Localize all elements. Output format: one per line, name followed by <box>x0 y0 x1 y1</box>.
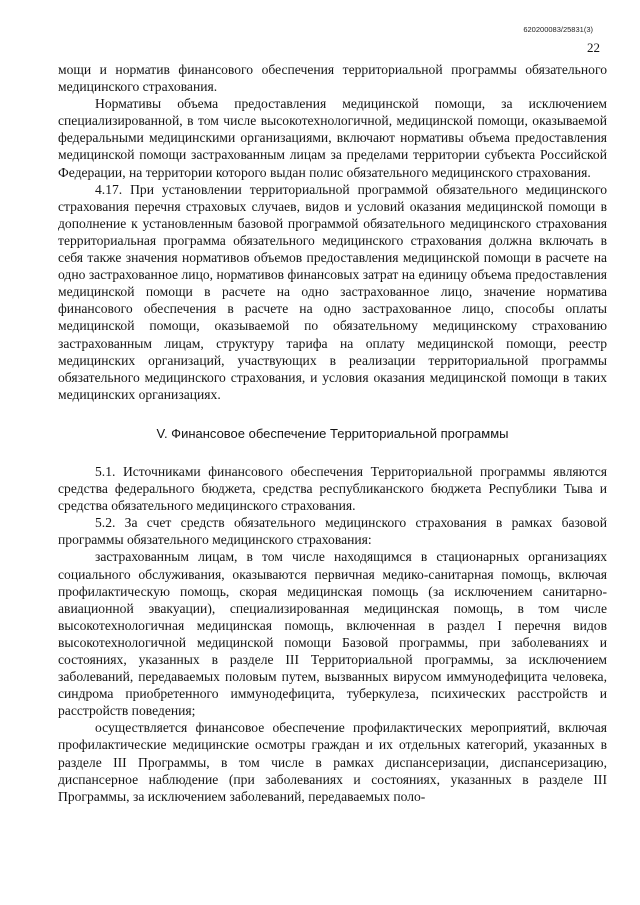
paragraph-4-17: 4.17. При установлении территориальной программой обязательного медицинского страхования перечня страховых случаев, видов и условий оказания медицинской помощи в дополнение к установленным базовой программой обязательного медицинского страхования территориальная программа обязательного медицинского страхования должна включать в себя также значения нормативов объемов предоставления медицинской помощи в расчете на одно застрахованное лицо, нормативов финансовых затрат на единицу объема предоставления медицинской помощи в расчете на одно застрахованное лицо, значение норматива финансового обеспечения в расчете на одно застрахованное лицо, способы оплаты медицинской помощи, оказываемой по обязательному медицинскому страхованию застрахованным лицам, структуру тарифа на оплату медицинской помощи, реестр медицинских организаций, участвующих в реализации территориальной программы обязательного медицинского страхования, и условия оказания медицинской помощи в таких медицинских организациях. <box>58 181 607 402</box>
section-title: V. Финансовое обеспечение Территориальной программы <box>156 425 509 441</box>
paragraph-5-1: 5.1. Источниками финансового обеспечения Территориальной программы являются средства федерального бюджета, средства республиканского бюджета Республики Тыва и средства обязательного медицинского страхования. <box>58 463 607 514</box>
page-number: 22 <box>587 40 600 55</box>
document-body <box>58 61 607 805</box>
paragraph-5-2: 5.2. За счет средств обязательного медицинского страхования в рамках базовой программы обязательного медицинского страхования: <box>58 515 607 548</box>
paragraph-volume-norms: Нормативы объема предоставления медицинской помощи, за исключением специализированной, в том числе высокотехнологичной, медицинской помощи, оказываемой федеральными медицинскими организациями, включают нормативы объема предоставления медицинской помощи застрахованным лицам за пределами территории субъекта Российской Федерации, на территории которого выдан полис обязательного медицинского страхования. <box>58 96 607 180</box>
paragraph-preventive-measures: осуществляется финансовое обеспечение профилактических мероприятий, включая профилактические медицинские осмотры граждан и их отдельных категорий, указанных в разделе III Программы, в том числе в рамках диспансеризации, диспансеризацию, диспансерное наблюдение (при заболеваниях и состояниях, указанных в разделе III Программы, за исключением заболеваний, передаваемых поло- <box>58 720 607 804</box>
paragraph-continuation: мощи и норматив финансового обеспечения территориальной программы обязательного медицинского страхования. <box>58 62 607 95</box>
paragraph-insured-persons: застрахованным лицам, в том числе находящимся в стационарных организациях социального обслуживания, оказываются первичная медико-санитарная помощь, включая профилактическую помощь, скорая медицинская помощь (за исключением санитарно-авиационной эвакуации), специализированная медицинская помощь, в том числе высокотехнологичная медицинская помощь, включенная в раздел I перечня видов высокотехнологичной медицинской помощи Базовой программы, при заболеваниях и состояниях, указанных в разделе III Территориальной программы, за исключением заболеваний, передаваемых половым путем, вызванных вирусом иммунодефицита человека, синдрома приобретенного иммунодефицита, туберкулеза, психических расстройств и расстройств поведения; <box>58 549 607 719</box>
document-code: 620200083/25831(3) <box>523 25 593 34</box>
